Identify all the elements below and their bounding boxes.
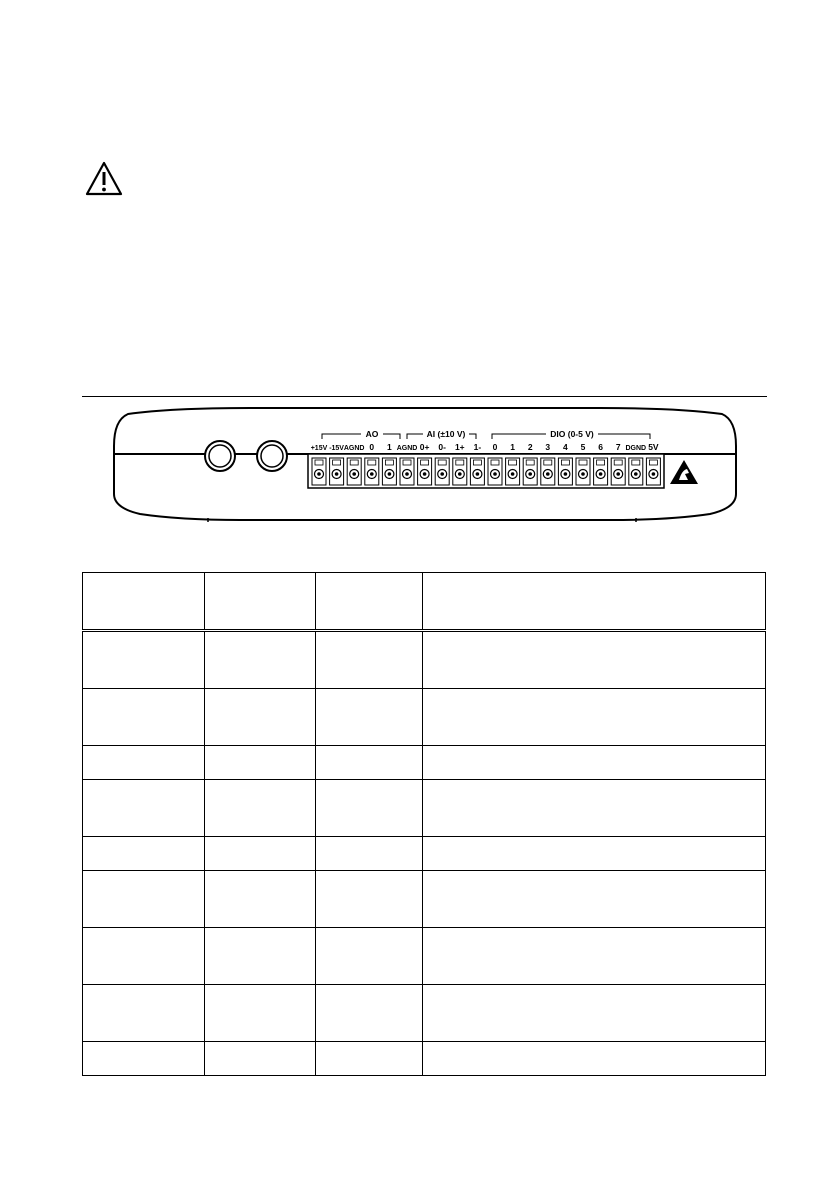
audio-jack-right	[257, 441, 287, 471]
terminal-screw	[435, 458, 449, 485]
table-cell	[316, 871, 423, 928]
table-cell	[83, 689, 205, 746]
table-cell	[423, 985, 766, 1042]
table-row	[83, 985, 766, 1042]
pin-label: 3	[545, 442, 551, 452]
table-cell	[83, 631, 205, 689]
pin-label: 2	[527, 442, 533, 452]
device-front-panel	[110, 406, 740, 526]
pin-label: 7	[615, 442, 621, 452]
table-cell	[423, 837, 766, 871]
pin-label: 6	[598, 442, 603, 452]
pin-label: 0	[369, 442, 375, 452]
table-cell	[205, 780, 316, 837]
table-cell	[316, 1042, 423, 1076]
table-row	[83, 689, 766, 746]
pin-label: 1-	[473, 442, 482, 452]
pin-label: 1	[510, 442, 515, 452]
table-cell	[83, 928, 205, 985]
terminal-screw	[541, 458, 555, 485]
table-cell	[316, 780, 423, 837]
terminal-screw	[453, 458, 467, 485]
pin-label: 4	[563, 442, 568, 452]
pin-label: +15V	[310, 445, 328, 452]
terminal-screw	[523, 458, 537, 485]
table-cell	[83, 871, 205, 928]
table-row	[83, 780, 766, 837]
pin-label: 0	[492, 442, 498, 452]
pin-label: 5	[580, 442, 586, 452]
terminal-screw	[506, 458, 520, 485]
pin-label: AGND	[343, 445, 365, 452]
table-cell	[205, 746, 316, 780]
table-row	[83, 871, 766, 928]
table-cell	[205, 837, 316, 871]
terminal-screw	[646, 458, 660, 485]
table-cell	[205, 871, 316, 928]
table-row	[83, 746, 766, 780]
audio-jack-left	[205, 441, 235, 471]
table-cell	[316, 837, 423, 871]
terminal-screw	[365, 458, 379, 485]
table-cell	[83, 780, 205, 837]
pin-description-table	[82, 572, 766, 1076]
table-header-cell	[423, 573, 766, 631]
table-header-cell	[83, 573, 205, 631]
table-cell	[423, 746, 766, 780]
pin-label: 1	[387, 442, 392, 452]
table-cell	[316, 928, 423, 985]
table-cell	[423, 871, 766, 928]
table-header-row	[83, 573, 766, 631]
terminal-screw	[611, 458, 625, 485]
table-cell	[316, 746, 423, 780]
table-cell	[423, 780, 766, 837]
terminal-screw	[594, 458, 608, 485]
table-cell	[316, 631, 423, 689]
terminal-screw	[330, 458, 344, 485]
terminal-screw	[470, 458, 484, 485]
terminal-screw	[347, 458, 361, 485]
table-cell	[83, 985, 205, 1042]
group-label-ai: AI (±10 V)	[426, 429, 466, 439]
terminal-screw	[400, 458, 414, 485]
pin-label: 5V	[648, 442, 659, 452]
terminal-screw	[418, 458, 432, 485]
table-header-cell	[205, 573, 316, 631]
pin-label: 1+	[454, 442, 465, 452]
group-label-ao: AO	[365, 429, 379, 439]
terminal-screw	[382, 458, 396, 485]
table-cell	[205, 631, 316, 689]
table-cell	[205, 1042, 316, 1076]
terminal-screw	[312, 458, 326, 485]
pin-label: -15V	[329, 445, 344, 452]
pin-label: AGND	[396, 445, 418, 452]
table-cell	[205, 689, 316, 746]
table-cell	[423, 928, 766, 985]
table-cell	[205, 985, 316, 1042]
section-divider	[82, 396, 767, 397]
table-cell	[205, 928, 316, 985]
table-cell	[316, 689, 423, 746]
caution-triangle-icon	[84, 160, 124, 198]
pin-label: 0-	[438, 442, 446, 452]
group-label-dio: DIO (0-5 V)	[550, 429, 594, 439]
table-row	[83, 837, 766, 871]
table-row	[83, 631, 766, 689]
terminal-screw	[558, 458, 572, 485]
table-cell	[83, 746, 205, 780]
table-cell	[83, 1042, 205, 1076]
terminal-screw	[488, 458, 502, 485]
table-row	[83, 1042, 766, 1076]
table-cell	[423, 631, 766, 689]
table-cell	[83, 837, 205, 871]
terminal-screw	[629, 458, 643, 485]
terminal-screw	[576, 458, 590, 485]
table-cell	[316, 985, 423, 1042]
pin-label: 0+	[419, 442, 430, 452]
table-cell	[423, 1042, 766, 1076]
pin-label: DGND	[625, 445, 647, 452]
table-row	[83, 928, 766, 985]
table-header-cell	[316, 573, 423, 631]
table-cell	[423, 689, 766, 746]
